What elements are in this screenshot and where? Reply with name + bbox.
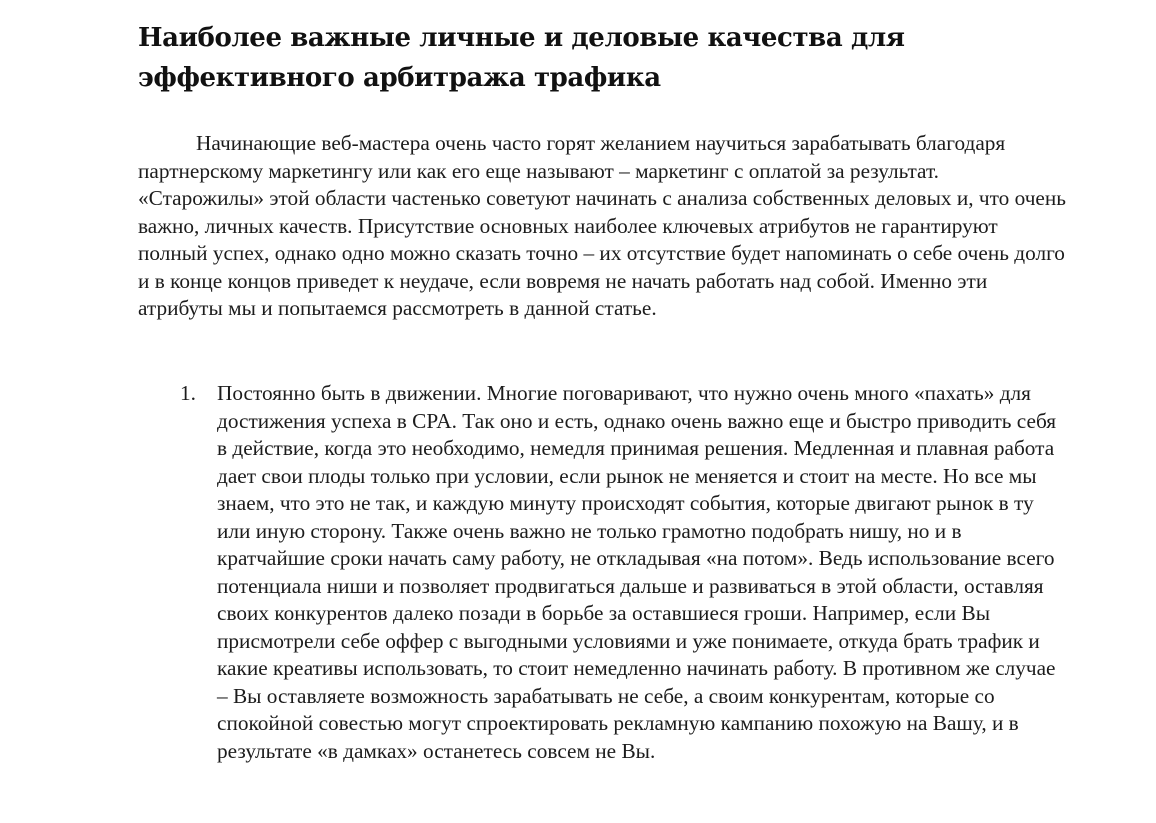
list-item-number: 1.: [180, 381, 196, 405]
intro-paragraph: [138, 130, 1068, 323]
intro-text: Начинающие веб-мастера очень часто горят желанием научиться зарабатывать благодаря партнерскому маркетингу или как его еще называют – маркетинг с оплатой за результат. «Старожилы» этой области частенько советуют начинать с анализа собственных деловых и, что очень важно, личных качеств. Присутствие основных наиболее ключевых атрибутов не гарантируют полный успех, однако одно можно сказать точно – их отсутствие будет напоминать о себе очень долго и в конце концов приведет к неудаче, если вовремя не начать работать над собой. Именно эти атрибуты мы и попытаемся рассмотреть в данной статье.: [138, 131, 1066, 320]
list-item: [138, 380, 1078, 765]
list-item-text: Постоянно быть в движении. Многие поговаривают, что нужно очень много «пахать» для достижения успеха в CPA. Так оно и есть, однако очень важно еще и быстро приводить себя в действие, когда это необходимо, немедля принимая решения. Медленная и плавная работа дает свои плоды только при условии, если рынок не меняется и стоит на месте. Но все мы знаем, что это не так, и каждую минуту происходят события, которые двигают рынок в ту или иную сторону. Также очень важно не только грамотно подобрать нишу, но и в кратчайшие сроки начать саму работу, не откладывая «на потом». Ведь использование всего потенциала ниши и позволяет продвигаться дальше и развиваться в этой области, оставляя своих конкурентов далеко позади в борьбе за оставшиеся гроши. Например, если Вы присмотрели себе оффер с выгодными условиями и уже понимаете, откуда брать трафик и какие креативы использовать, то стоит немедленно начинать работу. В противном же случае – Вы оставляете возможность зарабатывать не себе, а своим конкурентам, которые со спокойной совестью могут спроектировать рекламную кампанию похожую на Вашу, и в результате «в дамках» останетесь совсем не Вы.: [217, 381, 1057, 763]
document-title: Наиболее важные личные и деловые качества для эффективного арбитража трафика: [138, 23, 905, 93]
numbered-list: [138, 380, 1078, 765]
